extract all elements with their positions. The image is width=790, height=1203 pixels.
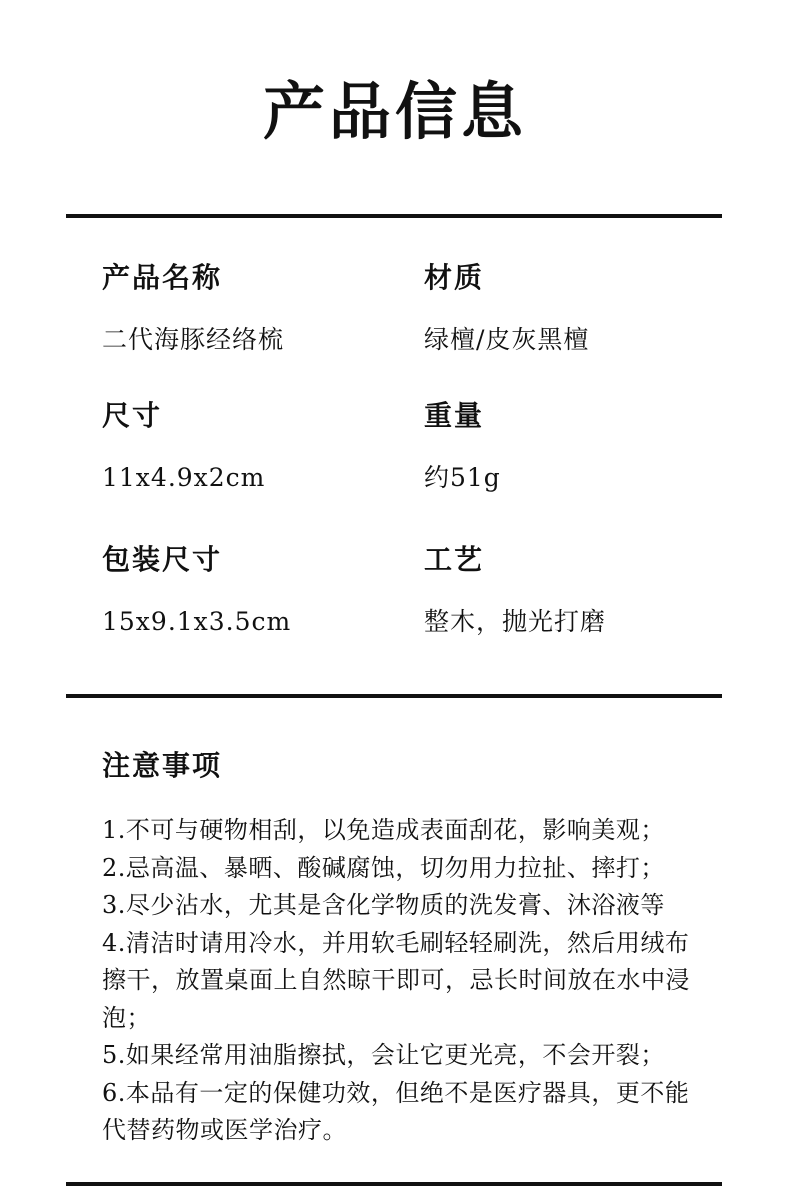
notes-title: 注意事项 xyxy=(102,749,223,782)
size-label: 尺寸 xyxy=(102,399,163,432)
spec-cell-package-size xyxy=(102,540,422,640)
bottom-divider xyxy=(66,1182,722,1186)
craft-label: 工艺 xyxy=(424,543,485,576)
package-size-label: 包装尺寸 xyxy=(102,543,223,576)
notes-list xyxy=(102,812,692,1150)
spec-cell-size xyxy=(102,396,422,496)
note-item: 2.忌高温、暴晒、酸碱腐蚀，切勿用力拉扯、摔打； xyxy=(102,853,665,882)
package-size-value: 15x9.1x3.5cm xyxy=(102,607,292,636)
spec-cell-product-name xyxy=(102,258,422,358)
middle-divider xyxy=(66,694,722,698)
note-item: 1.不可与硬物相刮，以免造成表面刮花，影响美观； xyxy=(102,816,665,844)
spec-cell-craft xyxy=(424,540,744,640)
note-item: 3.尽少沾水，尤其是含化学物质的洗发膏、沐浴液等 xyxy=(102,891,665,919)
page-title: 产品信息 xyxy=(262,75,527,148)
material-value: 绿檀/皮灰黑檀 xyxy=(424,325,590,354)
note-item: 6.本品有一定的保健功效，但绝不是医疗器具，更不能代替药物或医学治疗。 xyxy=(102,1078,690,1144)
material-label: 材质 xyxy=(424,261,485,294)
craft-value: 整木，抛光打磨 xyxy=(424,607,607,636)
spec-cell-material xyxy=(424,258,744,358)
top-divider xyxy=(66,214,722,218)
product-name-label: 产品名称 xyxy=(102,261,223,294)
note-item: 4.清洁时请用冷水，并用软毛刷轻轻刷洗，然后用绒布擦干，放置桌面上自然晾干即可，忌长时间放在水中浸泡； xyxy=(102,928,690,1032)
note-item: 5.如果经常用油脂擦拭，会让它更光亮，不会开裂； xyxy=(102,1041,665,1069)
size-value: 11x4.9x2cm xyxy=(102,463,266,492)
product-name-value: 二代海豚经络梳 xyxy=(102,325,285,354)
spec-cell-weight xyxy=(424,396,744,496)
weight-value: 约51g xyxy=(424,463,501,492)
weight-label: 重量 xyxy=(424,399,485,432)
